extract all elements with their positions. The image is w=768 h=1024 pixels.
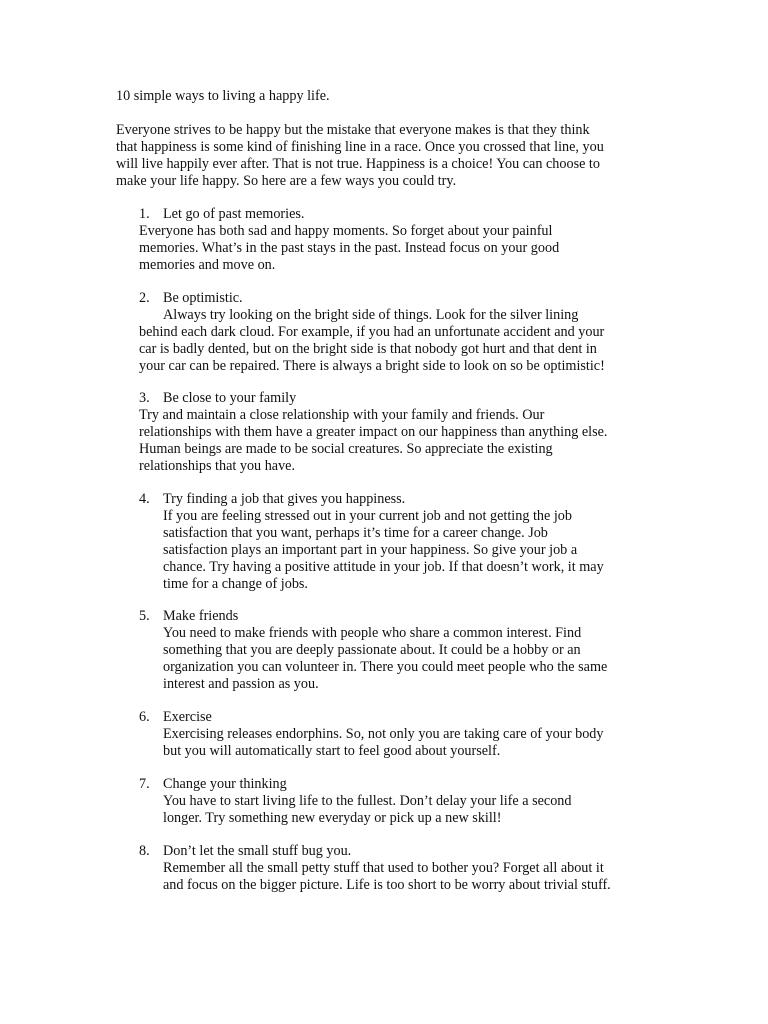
item-body-line: your car can be repaired. There is always a bright side to look on so be optimistic! <box>139 358 605 374</box>
intro-line: Everyone strives to be happy but the mistake that everyone makes is that they think <box>116 122 590 138</box>
item-body <box>139 307 605 375</box>
item-body-line: satisfaction that you want, perhaps it’s time for a career change. Job <box>163 525 548 541</box>
item-heading: Be optimistic. <box>163 290 243 306</box>
document-title: 10 simple ways to living a happy life. <box>116 88 330 104</box>
item-heading: Let go of past memories. <box>163 206 305 222</box>
item-body-line: organization you can volunteer in. There you could meet people who the same <box>163 659 608 675</box>
item-heading: Make friends <box>163 608 239 624</box>
intro-line: that happiness is some kind of finishing line in a race. Once you crossed that line, you <box>116 139 604 155</box>
item-heading: Change your thinking <box>163 776 287 792</box>
item-body <box>163 726 604 760</box>
intro-line: make your life happy. So here are a few ways you could try. <box>116 173 457 189</box>
item-number: 8. <box>139 843 150 859</box>
item-body-line: memories. What’s in the past stays in the past. Instead focus on your good <box>139 240 560 256</box>
item-heading: Try finding a job that gives you happiness. <box>163 491 406 507</box>
item-heading: Exercise <box>163 709 212 725</box>
item-number: 1. <box>139 206 150 222</box>
item-body-line: Exercising releases endorphins. So, not only you are taking care of your body <box>163 726 604 742</box>
item-body-line: You need to make friends with people who share a common interest. Find <box>163 625 582 641</box>
list-item-4 <box>0 491 604 592</box>
item-body-line: longer. Try something new everyday or pick up a new skill! <box>163 810 502 826</box>
item-body-line: relationships with them have a greater impact on our happiness than anything else. <box>139 424 608 440</box>
list-item-8 <box>0 843 611 893</box>
item-number: 6. <box>139 709 150 725</box>
list-item-6 <box>0 709 604 759</box>
list-item-3 <box>0 390 608 474</box>
list-item-2 <box>0 290 605 374</box>
item-body-line: You have to start living life to the fullest. Don’t delay your life a second <box>163 793 572 809</box>
item-body <box>139 407 607 475</box>
item-body-line: Everyone has both sad and happy moments. So forget about your painful <box>139 223 553 239</box>
item-body <box>163 793 571 827</box>
item-body <box>163 625 607 693</box>
item-body <box>163 508 604 593</box>
item-number: 5. <box>139 608 150 624</box>
item-heading: Don’t let the small stuff bug you. <box>163 843 352 859</box>
item-number: 7. <box>139 776 150 792</box>
item-body-line: Human beings are made to be social creatures. So appreciate the existing <box>139 441 553 457</box>
item-body-line: behind each dark cloud. For example, if you had an unfortunate accident and your <box>139 324 605 340</box>
list-item-1 <box>0 206 560 273</box>
list-item-7 <box>0 776 572 826</box>
item-body-line: Remember all the small petty stuff that used to bother you? Forget all about it <box>163 860 604 876</box>
item-body-line: Always try looking on the bright side of things. Look for the silver lining <box>163 307 579 323</box>
item-body-line: If you are feeling stressed out in your current job and not getting the job <box>163 508 572 524</box>
list-item-5 <box>0 608 608 692</box>
intro-paragraph <box>116 122 656 190</box>
intro-line: will live happily ever after. That is not true. Happiness is a choice! You can choose to <box>116 156 600 172</box>
item-body-line: memories and move on. <box>139 257 276 273</box>
item-body-line: satisfaction plays an important part in your happiness. So give your job a <box>163 542 578 558</box>
item-body-line: chance. Try having a positive attitude in your job. If that doesn’t work, it may <box>163 559 604 575</box>
item-body-line: interest and passion as you. <box>163 676 319 692</box>
item-body-line: time for a change of jobs. <box>163 576 308 592</box>
item-number: 3. <box>139 390 150 406</box>
item-body-line: and focus on the bigger picture. Life is too short to be worry about trivial stuff. <box>163 877 611 893</box>
item-body <box>163 860 611 894</box>
item-body-line: Try and maintain a close relationship with your family and friends. Our <box>139 407 545 423</box>
item-body-line: but you will automatically start to feel good about yourself. <box>163 743 501 759</box>
item-number: 2. <box>139 290 150 306</box>
item-body-line: relationships that you have. <box>139 458 296 474</box>
item-heading: Be close to your family <box>163 390 297 406</box>
item-body <box>139 223 559 274</box>
item-body-line: car is badly dented, but on the bright side is that nobody got hurt and that dent in <box>139 341 597 357</box>
item-body-line: something that you are deeply passionate about. It could be a hobby or an <box>163 642 581 658</box>
item-number: 4. <box>139 491 150 507</box>
